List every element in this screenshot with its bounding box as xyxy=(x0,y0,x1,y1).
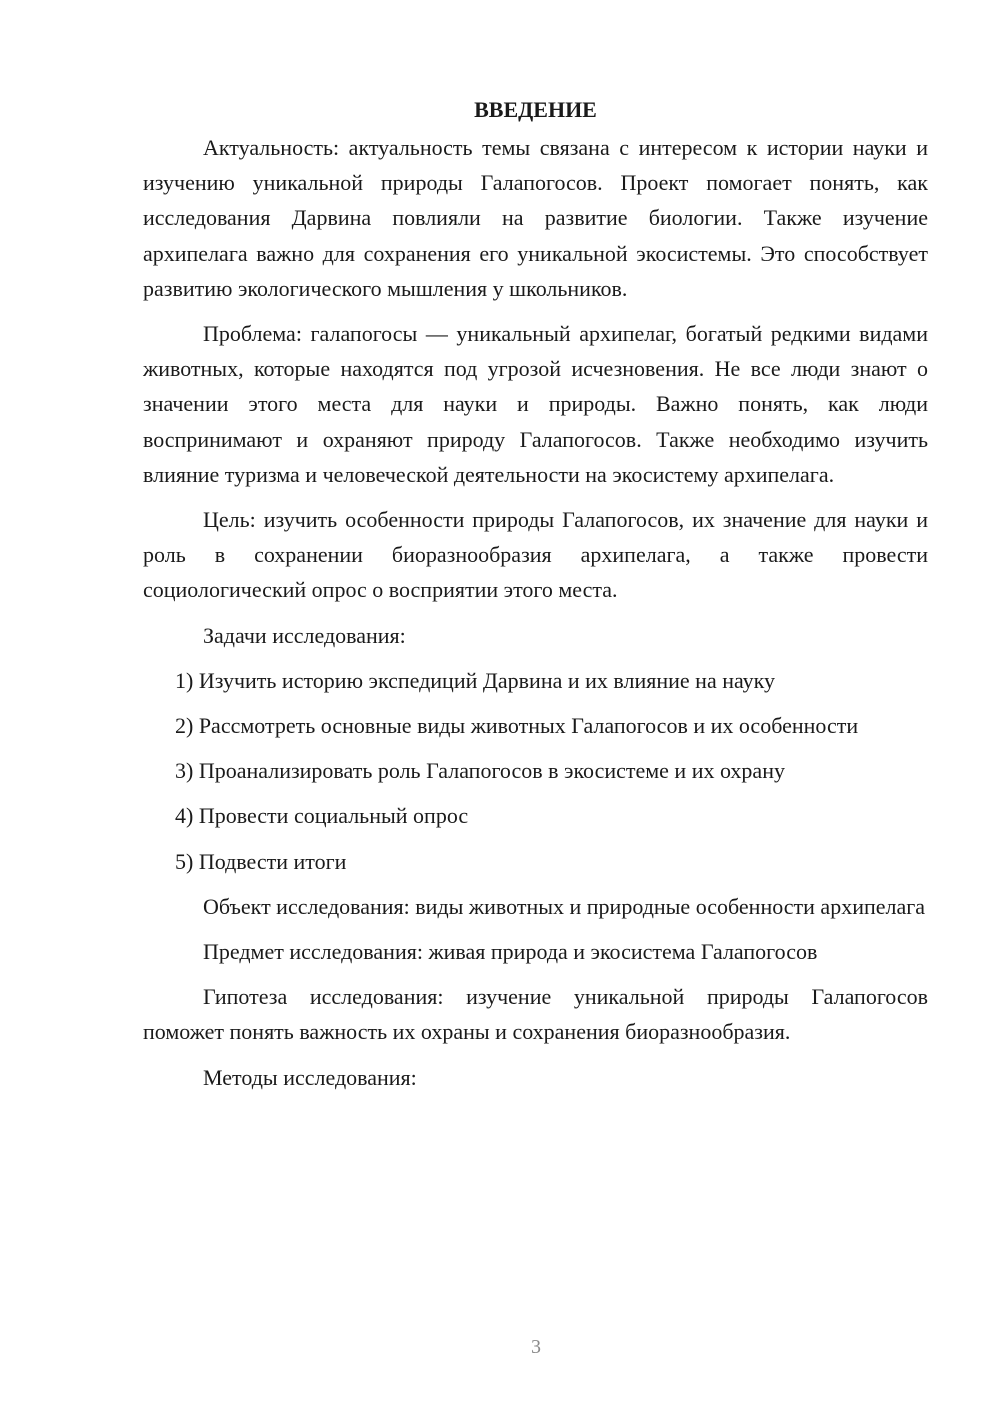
paragraph-problem: Проблема: галапогосы — уникальный архипелаг, богатый редкими видами животных, которые находятся под угрозой исчезновения. Не все люди знают о значении этого места для науки и природы. Важно понять, как люди воспринимают и охраняют природу Галапогосов. Также необходимо изучить влияние туризма и человеческой деятельности на экосистему архипелага. xyxy=(143,321,928,487)
task-item-2: 2) Рассмотреть основные виды животных Галапогосов и их особенности xyxy=(175,713,859,739)
task-item-3: 3) Проанализировать роль Галапогосов в экосистеме и их охрану xyxy=(175,758,785,784)
paragraph-goal: Цель: изучить особенности природы Галапогосов, их значение для науки и роль в сохранении биоразнообразия архипелага, а также провести социологический опрос о восприятии этого места. xyxy=(143,507,928,603)
paragraph-object: Объект исследования: виды животных и природные особенности архипелага xyxy=(203,893,926,919)
task-item-4: 4) Провести социальный опрос xyxy=(175,803,469,829)
task-item-1: 1) Изучить историю экспедиций Дарвина и их влияние на науку xyxy=(175,667,776,693)
paragraph-subject: Предмет исследования: живая природа и экосистема Галапогосов xyxy=(203,939,818,965)
section-heading: ВВЕДЕНИЕ xyxy=(474,97,597,122)
paragraph-tasks-title: Задачи исследования: xyxy=(203,622,406,648)
page-number-text: 3 xyxy=(531,1336,541,1358)
paragraph-methods-title: Методы исследования: xyxy=(203,1064,417,1090)
paragraph-hypothesis: Гипотеза исследования: изучение уникальной природы Галапогосов поможет понять важность их охраны и сохранения биоразнообразия. xyxy=(143,984,928,1045)
task-item-5: 5) Подвести итоги xyxy=(175,848,347,874)
paragraph-relevance: Актуальность: актуальность темы связана с интересом к истории науки и изучению уникальной природы Галапогосов. Проект помогает понять, как исследования Дарвина повлияли на развитие биологии. Также изучение архипелага важно для сохранения его уникальной экосистемы. Это способствует развитию экологического мышления у школьников. xyxy=(143,135,928,301)
page-content xyxy=(143,92,928,1105)
page-number xyxy=(0,1332,1000,1362)
